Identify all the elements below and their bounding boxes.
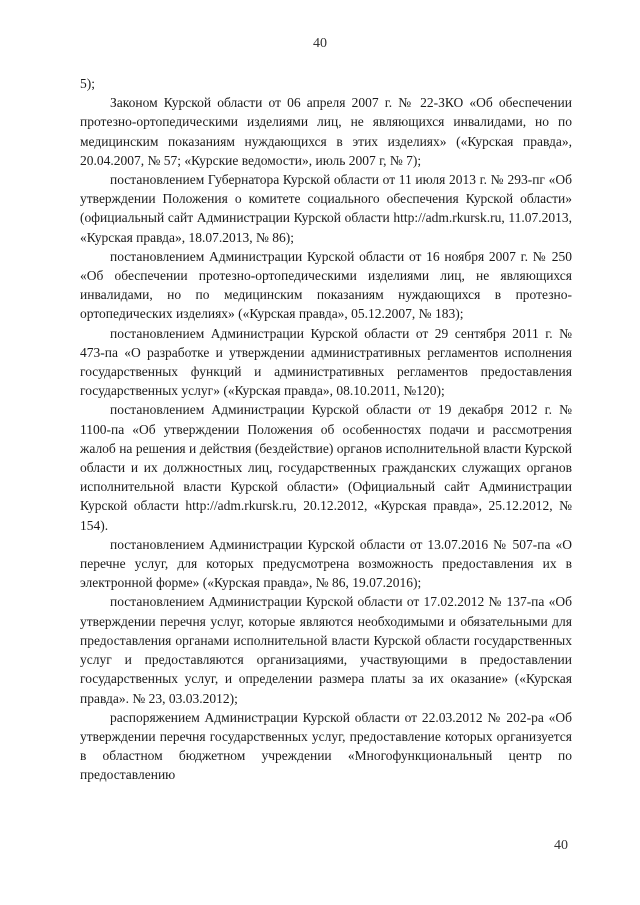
page-number-top: 40 [313,36,327,51]
paragraph-continuation: 5); [80,76,95,91]
paragraph-resolution-1100-pa: постановлением Администрации Курской области от 19 декабря 2012 г. № 1100-па «Об утверждении Положения об особенностях подачи и рассмотрения жалоб на решения и действия (бездействие) органов исполнительной власти Курской области и их должностных лиц, государственных гражданских служащих органов исполнительной власти Курской области» (Официальный сайт Администрации Курской области http://adm.rkursk.ru, 20.12.2012, «Курская правда», 25.12.2012, № 154). [80,402,572,533]
paragraph-resolution-250: постановлением Администрации Курской области от 16 ноября 2007 г. № 250 «Об обеспечении протезно-ортопедическими изделиями лиц, не являющихся инвалидами, но по медицинским показаниям нуждающихся в протезно-ортопедических изделиях» («Курская правда», 05.12.2007, № 183); [80,248,572,322]
paragraph-order-202-ra: распоряжением Администрации Курской области от 22.03.2012 № 202-ра «Об утверждении перечня государственных услуг, предоставление которых организуется в областном бюджетном учреждении «Многофункциональный центр по предоставлению [80,709,572,783]
paragraph-resolution-473-pa: постановлением Администрации Курской области от 29 сентября 2011 г. № 473-па «О разработке и утверждении административных регламентов исполнения государственных функций и административных регламентов предоставления государственных услуг» («Курская правда», 08.10.2011, №120); [80,325,572,399]
paragraph-resolution-293-pg: постановлением Губернатора Курской области от 11 июля 2013 г. № 293-пг «Об утверждении Положения о комитете социального обеспечения Курской области» (официальный сайт Администрации Курской области http://adm.rkursk.ru, 11.07.2013, «Курская правда», 18.07.2013, № 86); [80,172,572,245]
page-number-bottom: 40 [554,838,568,853]
paragraph-resolution-507-pa: постановлением Администрации Курской области от 13.07.2016 № 507-па «О перечне услуг, для которых предусмотрена возможность предоставления их в электронной форме» («Курская правда», № 86, 19.07.2016); [80,536,572,591]
document-body [80,74,572,785]
paragraph-resolution-137-pa: постановлением Администрации Курской области от 17.02.2012 № 137-па «Об утверждении перечня услуг, которые являются необходимыми и обязательными для предоставления органами исполнительной власти Курской области государственных услуг и предоставляются организациями, участвующими в предоставлении государственных услуг, и определении размера платы за их оказание» («Курская правда». № 23, 03.03.2012); [80,594,572,706]
paragraph-law-22-zko: Законом Курской области от 06 апреля 2007 г. № 22-ЗКО «Об обеспечении протезно-ортопедическими изделиями лиц, не являющихся инвалидами, но по медицинским показаниям нуждающихся в этих изделиях» («Курская правда», 20.04.2007, № 57; «Курские ведомости», июль 2007 г, № 7); [80,95,572,168]
